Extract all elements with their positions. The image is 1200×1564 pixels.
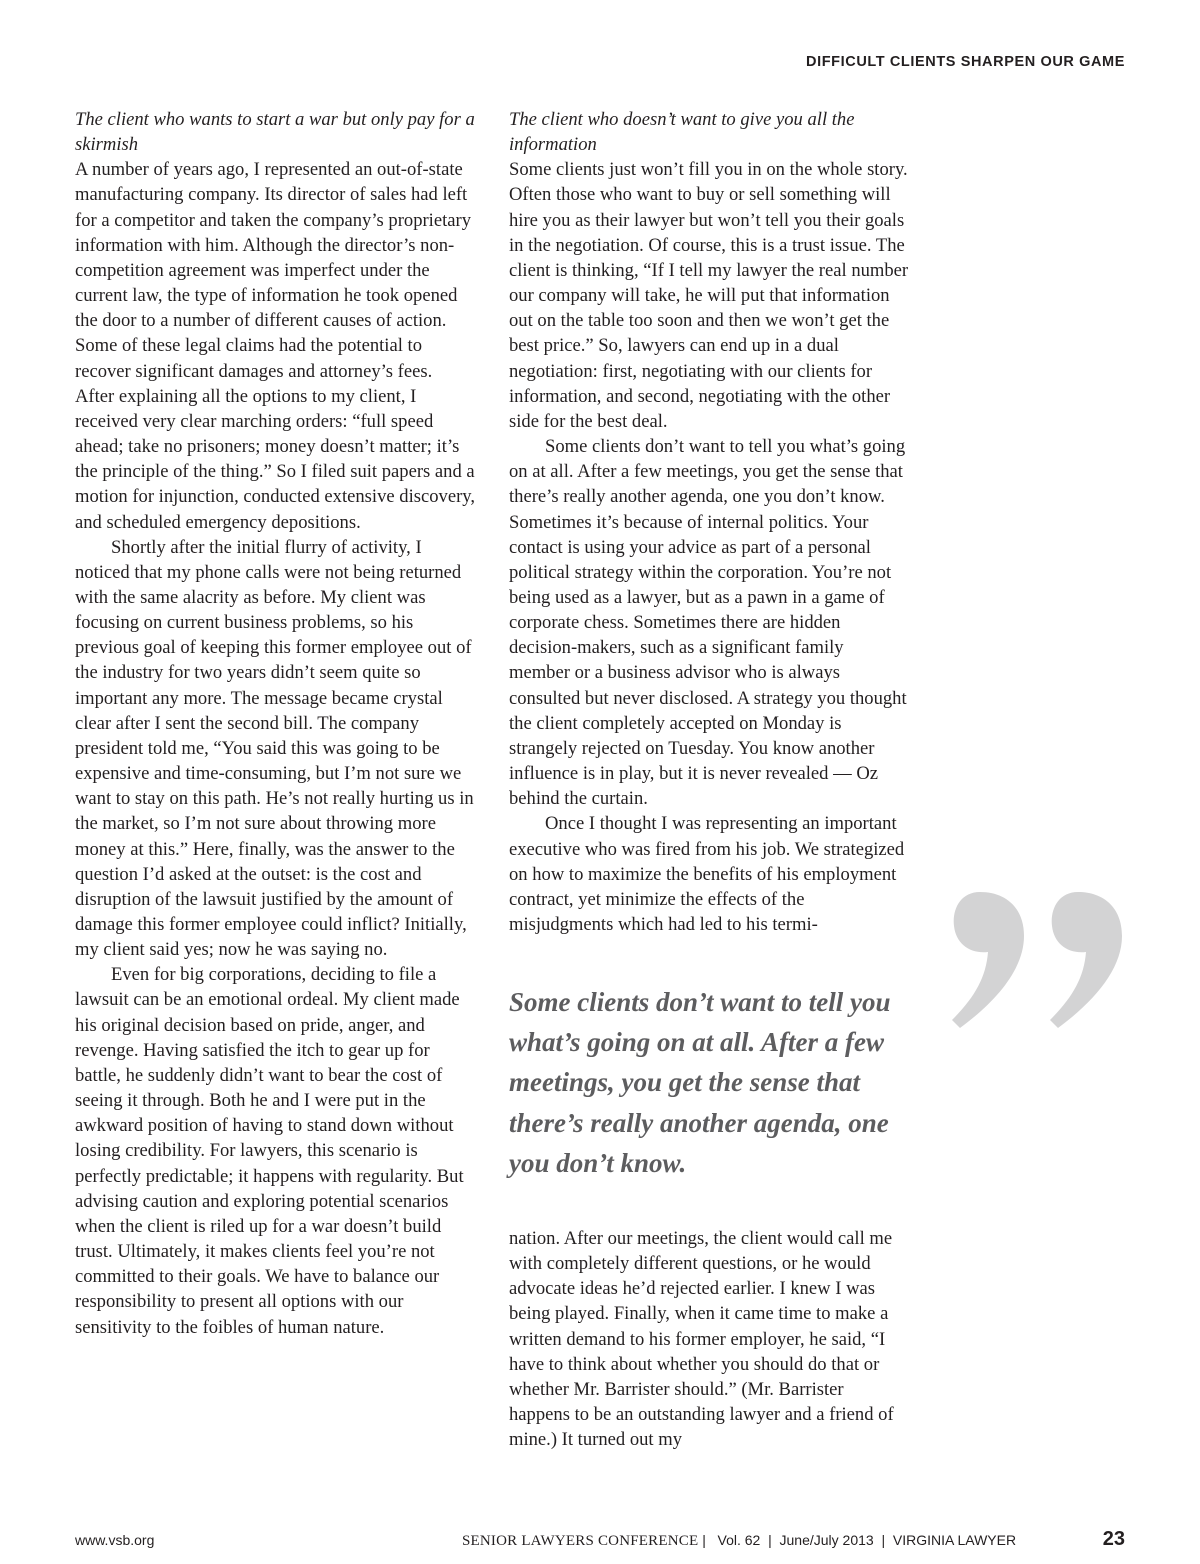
right-column <box>509 107 909 937</box>
right-column-continued <box>509 1226 909 1452</box>
body-paragraph: Some clients just won’t fill you in on the whole story. Often those who want to buy or sell something will hire you as their lawyer but won’t tell you their goals in the negotiation. Of course, this is a trust issue. The client is thinking, “If I tell my lawyer the real number our company will take, he will put that information out on the table too soon and then we won’t get the best price.” So, lawyers can end up in a dual negotiation: first, negotiating with our clients for information, and second, negotiating with the other side for the best deal. <box>509 159 909 432</box>
body-paragraph: A number of years ago, I represented an out-of-state manufacturing company. Its director of sales had left for a competitor and taken the company’s proprietary information with him. Although the director’s non-competition agreement was imperfect under the current law, the type of information he took opened the door to a number of different causes of action. Some of these legal claims had the potential to recover significant damages and attorney’s fees. After explaining all the options to my client, I received very clear marching orders: “full speed ahead; take no prisoners; money doesn’t matter; it’s the principle of the thing.” So I filed suit papers and a motion for injunction, conducted extensive discovery, and scheduled emergency depositions. <box>75 159 476 533</box>
quote-mark-icon <box>940 850 1140 1050</box>
running-header: DIFFICULT CLIENTS SHARPEN OUR GAME <box>806 54 1125 70</box>
body-paragraph: Even for big corporations, deciding to file a lawsuit can be an emotional ordeal. My client made his original decision based on pride, anger, and revenge. Having satisfied the itch to gear up for battle, he suddenly didn’t want to bear the cost of seeing it through. Both he and I were put in the awkward position of having to stand down without losing credibility. For lawyers, this scenario is perfectly predictable; it happens with regularity. But advising caution and exploring potential scenarios when the client is riled up for a war doesn’t build trust. Ultimately, it makes clients feel you’re not committed to their goals. We have to balance our responsibility to present all options with our sensitivity to the foibles of human nature. <box>75 964 464 1338</box>
footer-url: www.vsb.org <box>75 1532 155 1548</box>
page-number: 23 <box>1102 1528 1125 1550</box>
footer-issue: | Vol. 62 | June/July 2013 | VIRGINIA LAWYER <box>702 1532 1017 1548</box>
pull-quote: Some clients don’t want to tell you what’s going on at all. After a few meetings, you get the sense that there’s really another agenda, one you don’t know. <box>509 987 891 1178</box>
section-subhead: The client who doesn’t want to give you all the information <box>509 109 855 156</box>
footer-publication <box>462 1532 1016 1550</box>
footer-conference: SENIOR LAWYERS CONFERENCE <box>462 1533 699 1549</box>
section-subhead: The client who wants to start a war but only pay for a skirmish <box>75 109 475 156</box>
body-paragraph: Some clients don’t want to tell you what’s going on at all. After a few meetings, you get the sense that there’s really another agenda, one you don’t know. Sometimes it’s because of internal politics. Your contact is using your advice as part of a personal political strategy within the corporation. You’re not being used as a lawyer, but as a pawn in a game of corporate chess. Sometimes there are hidden decision-makers, such as a significant family member or a business advisor who is always consulted but never disclosed. A strategy you thought the client completely accepted on Monday is strangely rejected on Tuesday. You know another influence is in play, but it is never revealed — Oz behind the curtain. <box>509 436 907 810</box>
body-paragraph: nation. After our meetings, the client would call me with completely different questions, or he would advocate ideas he’d rejected earlier. I knew I was being played. Finally, when it came time to make a written demand to his former employer, he said, “I have to think about whether you should do that or whether Mr. Barrister should.” (Mr. Barrister happens to be an outstanding lawyer and a friend of mine.) It turned out my <box>509 1228 894 1451</box>
body-paragraph: Once I thought I was representing an important executive who was fired from his job. We strategized on how to maximize the benefits of his employment contract, yet minimize the effects of the misjudgments which had led to his termi- <box>509 813 905 935</box>
left-column <box>75 107 475 1340</box>
body-paragraph: Shortly after the initial flurry of activity, I noticed that my phone calls were not being returned with the same alacrity as before. My client was focusing on current business problems, so his previous goal of keeping this former employee out of the industry for two years didn’t seem quite so important any more. The message became crystal clear after I sent the second bill. The company president told me, “You said this was going to be expensive and time-consuming, but I’m not sure we want to stay on this path. He’s not really hurting us in the market, so I’m not sure about throwing more money at this.” Here, finally, was the answer to the question I’d asked at the outset: is the cost and disruption of the lawsuit justified by the amount of damage this former employee could inflict? Initially, my client said yes; now he was saying no. <box>75 536 474 961</box>
